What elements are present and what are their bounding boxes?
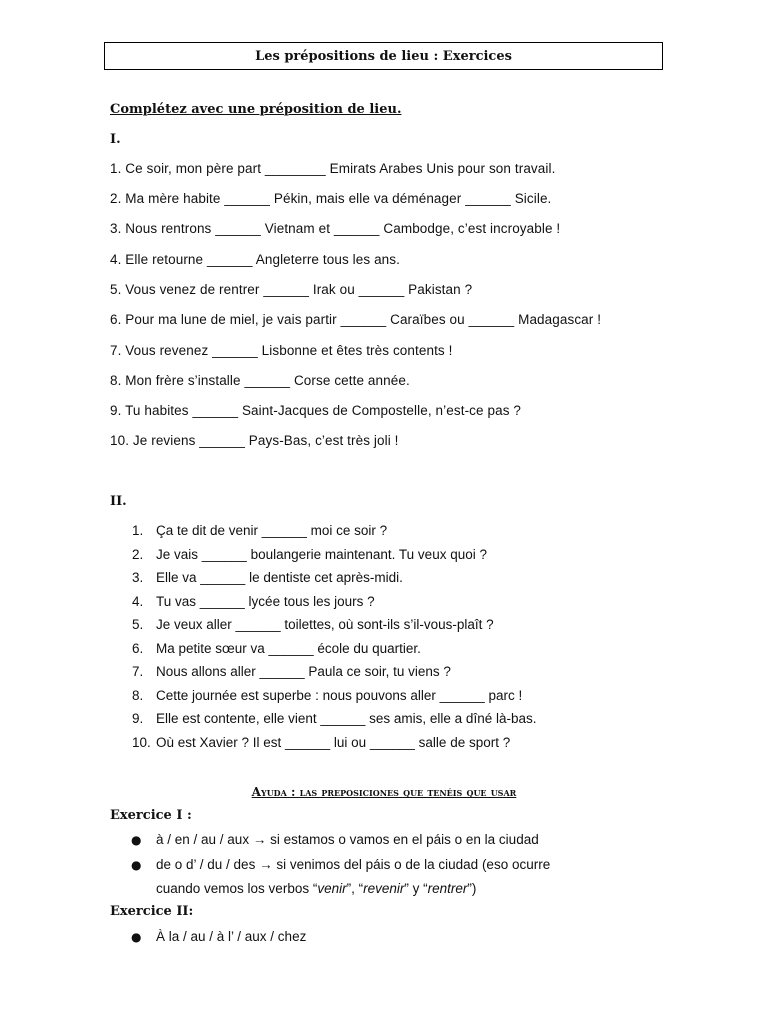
list-number: 4. — [132, 594, 144, 609]
section-1-heading: I. — [110, 132, 121, 147]
exercise-1-item: 2. Ma mère habite ______ Pékin, mais elle va déménager ______ Sicile. — [110, 191, 552, 206]
instruction: Complétez avec une préposition de lieu. — [110, 102, 402, 117]
list-number: 6. — [132, 641, 144, 656]
help-title: Ayuda : las preposiciones que tenéis que usar — [251, 785, 517, 799]
exercise-1-item: 3. Nous rentrons ______ Vietnam et ______ Cambodge, c’est incroyable ! — [110, 221, 561, 236]
help-bullet: de o d’ / du / des → si venimos del páis o de la ciudad (eso ocurre — [156, 857, 551, 872]
help-text: ”, “ — [346, 881, 364, 896]
help-text: ” y “ — [404, 881, 428, 896]
bullet-icon: ● — [131, 930, 142, 944]
exercise-2-item: Elle va ______ le dentiste cet après-midi. — [156, 570, 403, 585]
verb-venir: venir — [317, 881, 347, 896]
list-number: 2. — [132, 547, 144, 562]
exercise-2-item: Cette journée est superbe : nous pouvons aller ______ parc ! — [156, 688, 523, 703]
help-text: ”) — [467, 881, 477, 896]
exercise-2-item: Ma petite sœur va ______ école du quartier. — [156, 641, 421, 656]
page-title: Les prépositions de lieu : Exercices — [104, 42, 663, 70]
list-number: 3. — [132, 570, 144, 585]
section-2-heading: II. — [110, 494, 127, 509]
exercise-1-item: 1. Ce soir, mon père part ________ Emirats Arabes Unis pour son travail. — [110, 161, 556, 176]
help-bullet: À la / au / à l’ / aux / chez — [156, 929, 307, 944]
exercise-2-item: Elle est contente, elle vient ______ ses amis, elle a dîné là-bas. — [156, 711, 537, 726]
exercise-2-item: Je vais ______ boulangerie maintenant. Tu veux quoi ? — [156, 547, 487, 562]
list-number: 7. — [132, 664, 144, 679]
list-number: 9. — [132, 711, 144, 726]
exercise-2-item: Où est Xavier ? Il est ______ lui ou ______ salle de sport ? — [156, 735, 511, 750]
list-number: 1. — [132, 523, 144, 538]
exercise-1-item: 5. Vous venez de rentrer ______ Irak ou ______ Pakistan ? — [110, 282, 473, 297]
exercise-2-help-label: Exercice II: — [110, 904, 194, 919]
exercise-2-item: Tu vas ______ lycée tous les jours ? — [156, 594, 375, 609]
exercise-1-item: 8. Mon frère s’installe ______ Corse cette année. — [110, 373, 410, 388]
exercise-2-item: Ça te dit de venir ______ moi ce soir ? — [156, 523, 388, 538]
verb-revenir: revenir — [363, 881, 405, 896]
exercise-1-item: 4. Elle retourne ______ Angleterre tous les ans. — [110, 252, 400, 267]
help-bullet-continuation — [156, 881, 476, 896]
exercise-2-item: Je veux aller ______ toilettes, où sont-ils s’il-vous-plaît ? — [156, 617, 494, 632]
exercise-1-item: 7. Vous revenez ______ Lisbonne et êtes très contents ! — [110, 343, 453, 358]
exercise-1-item: 9. Tu habites ______ Saint-Jacques de Compostelle, n’est-ce pas ? — [110, 403, 521, 418]
help-bullet: à / en / au / aux → si estamos o vamos en el páis o en la ciudad — [156, 832, 539, 847]
verb-rentrer: rentrer — [427, 881, 468, 896]
bullet-icon: ● — [131, 858, 142, 872]
exercise-2-item: Nous allons aller ______ Paula ce soir, tu viens ? — [156, 664, 451, 679]
exercise-1-item: 10. Je reviens ______ Pays-Bas, c’est très joli ! — [110, 433, 399, 448]
list-number: 8. — [132, 688, 144, 703]
exercise-1-help-label: Exercice I : — [110, 808, 192, 823]
bullet-icon: ● — [131, 833, 142, 847]
list-number: 5. — [132, 617, 144, 632]
exercise-1-item: 6. Pour ma lune de miel, je vais partir ______ Caraïbes ou ______ Madagascar ! — [110, 312, 602, 327]
list-number: 10. — [132, 735, 151, 750]
help-text: cuando vemos los verbos “ — [156, 881, 318, 896]
